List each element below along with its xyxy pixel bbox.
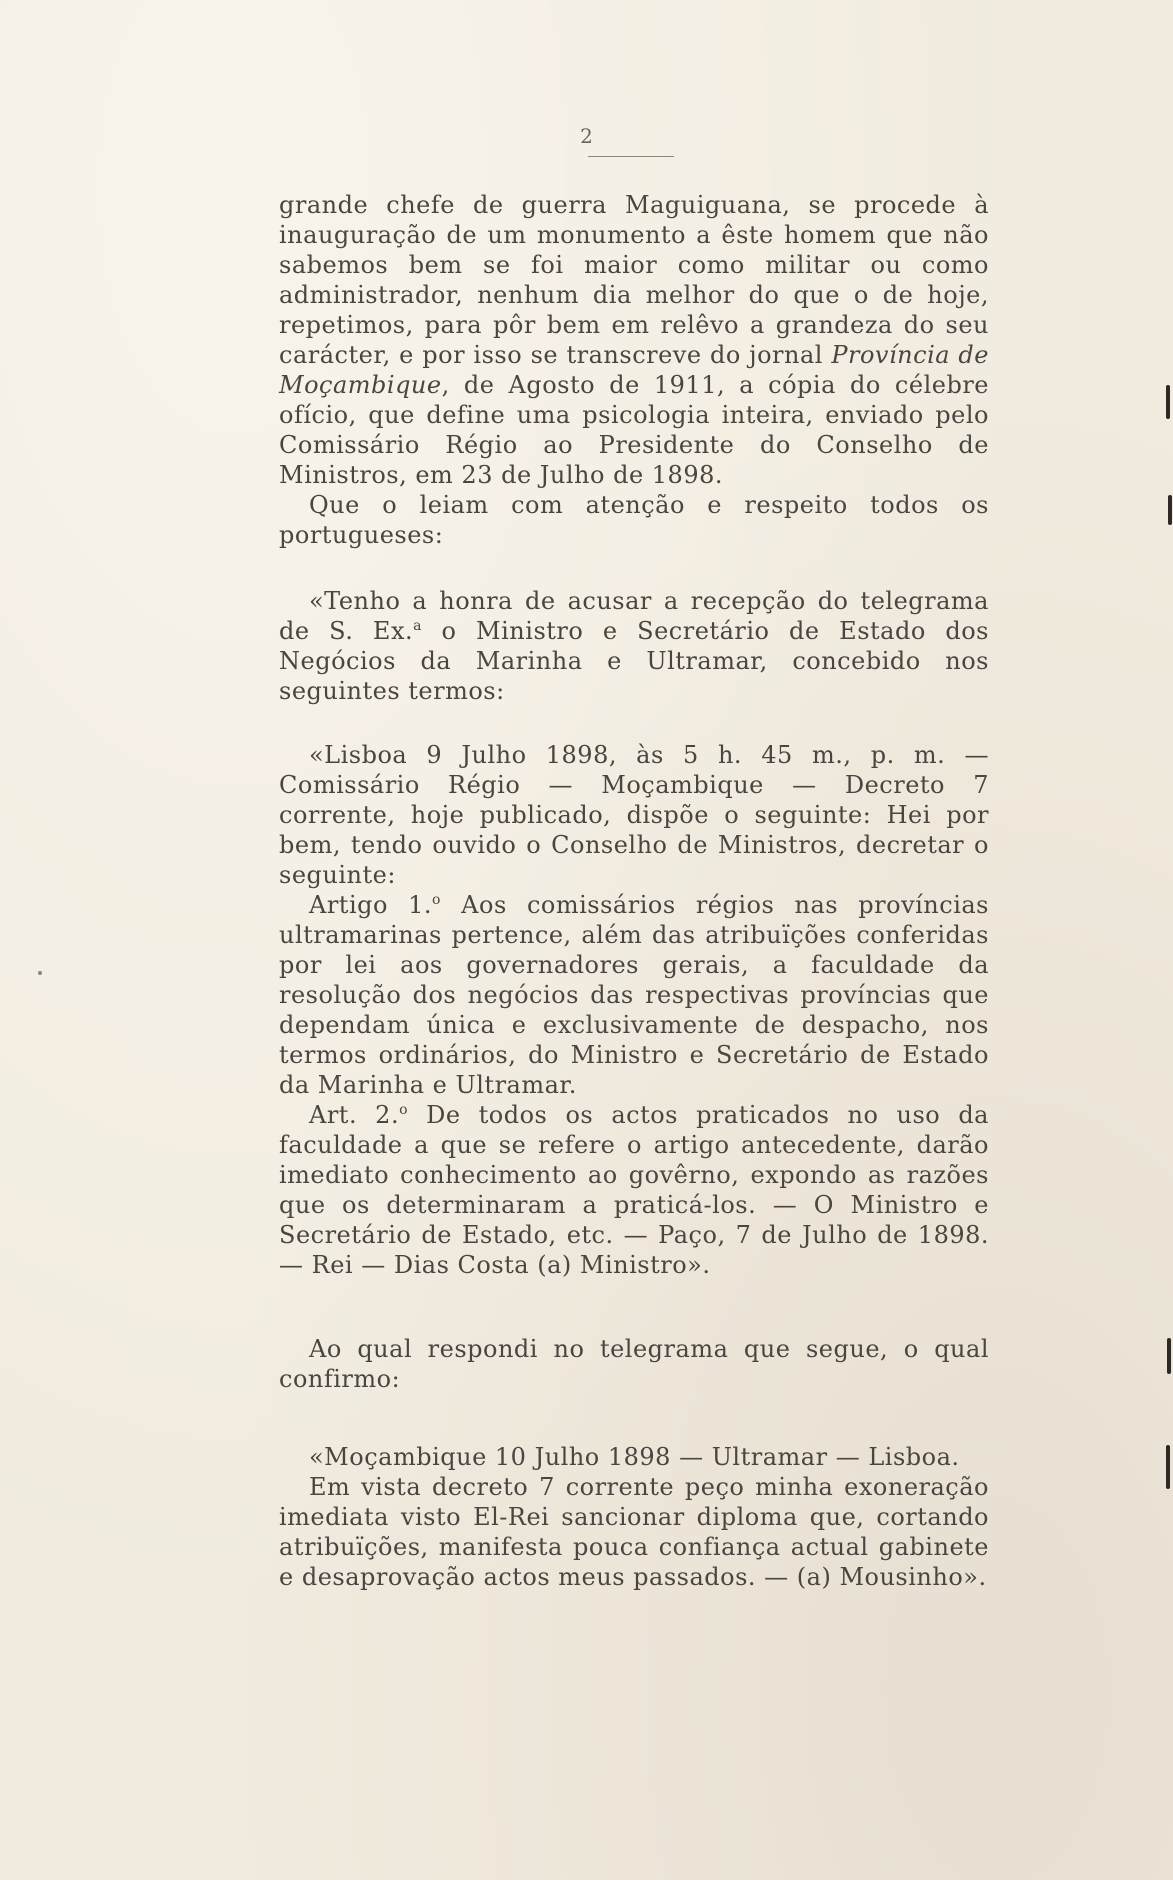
paragraph-intro-end: , de Agosto de 1911, a cópia do célebre ofício, que define uma psicologia inteira, enviado pelo Comissário Régio ao Presidente do Conselho de Ministros, em 23 de Julho de 1898. bbox=[279, 371, 989, 489]
telegram-ack-start: «Tenho a honra de acusar a recepção do telegrama de S. Ex. bbox=[279, 587, 989, 645]
article-1-label: Artigo 1. bbox=[309, 891, 433, 919]
edge-mark bbox=[1168, 495, 1172, 525]
paragraph-article-1 bbox=[279, 890, 989, 1100]
article-2-text: De todos os actos praticados no uso da faculdade a que se refere o artigo antecedente, darão imediato conhecimento ao govêrno, expondo as razões que os determinaram a praticá-los. — O Ministro e Secretário de Estado, etc. — Paço, 7 de Julho de 1898. — Rei — Dias Costa (a) Ministro». bbox=[279, 1101, 989, 1279]
paragraph-telegram-ack bbox=[279, 586, 989, 706]
paragraph-reply-header: «Moçambique 10 Julho 1898 — Ultramar — Lisboa. bbox=[309, 1443, 960, 1471]
telegram-ack-end: o Ministro e Secretário de Estado dos Negócios da Marinha e Ultramar, concebido nos seguintes termos: bbox=[279, 617, 989, 705]
article-1-text: Aos comissários régios nas províncias ultramarinas pertence, além das atribuïções conferidas por lei aos governadores gerais, a faculdade da resolução dos negócios das respectivas províncias que dependam única e exclusivamente de despacho, nos termos ordinários, do Ministro e Secretário de Estado da Marinha e Ultramar. bbox=[279, 891, 989, 1099]
page-number-rule bbox=[588, 156, 674, 157]
edge-mark bbox=[1166, 1445, 1170, 1489]
paragraph-article-2 bbox=[279, 1100, 989, 1280]
superscript-o: o bbox=[432, 892, 441, 908]
edge-mark bbox=[1167, 1338, 1171, 1374]
page-number: 2 bbox=[580, 124, 593, 148]
article-2-label: Art. 2. bbox=[309, 1101, 400, 1129]
speck bbox=[38, 971, 42, 975]
paragraph-lisbon-telegram: «Lisboa 9 Julho 1898, às 5 h. 45 m., p. m. — Comissário Régio — Moçambique — Decreto 7 corrente, hoje publicado, dispõe o seguinte: Hei por bem, tendo ouvido o Conselho de Ministros, decretar o seguinte: bbox=[279, 741, 989, 889]
paragraph-exhortation: Que o leiam com atenção e respeito todos os portugueses: bbox=[279, 491, 989, 549]
superscript-a: a bbox=[413, 618, 422, 634]
document-body bbox=[279, 190, 989, 1592]
edge-mark bbox=[1166, 385, 1170, 419]
paragraph-intro bbox=[279, 190, 989, 490]
paragraph-reply-body: Em vista decreto 7 corrente peço minha exoneração imediata visto El-Rei sancionar diploma que, cortando atribuïções, manifesta pouca confiança actual gabinete e desaprovação actos meus passados. — (a) Mousinho». bbox=[279, 1473, 989, 1591]
paragraph-reply-intro: Ao qual respondi no telegrama que segue, o qual confirmo: bbox=[279, 1335, 989, 1393]
paragraph-intro-start: grande chefe de guerra Maguiguana, se procede à inauguração de um monumento a êste homem que não sabemos bem se foi maior como militar ou como administrador, nenhum dia melhor do que o de hoje, repetimos, para pôr bem em relêvo a grandeza do seu carácter, e por isso se transcreve do jornal bbox=[279, 191, 989, 369]
superscript-o: o bbox=[399, 1102, 409, 1118]
newspaper-title: Província de Moçambique bbox=[279, 341, 990, 399]
